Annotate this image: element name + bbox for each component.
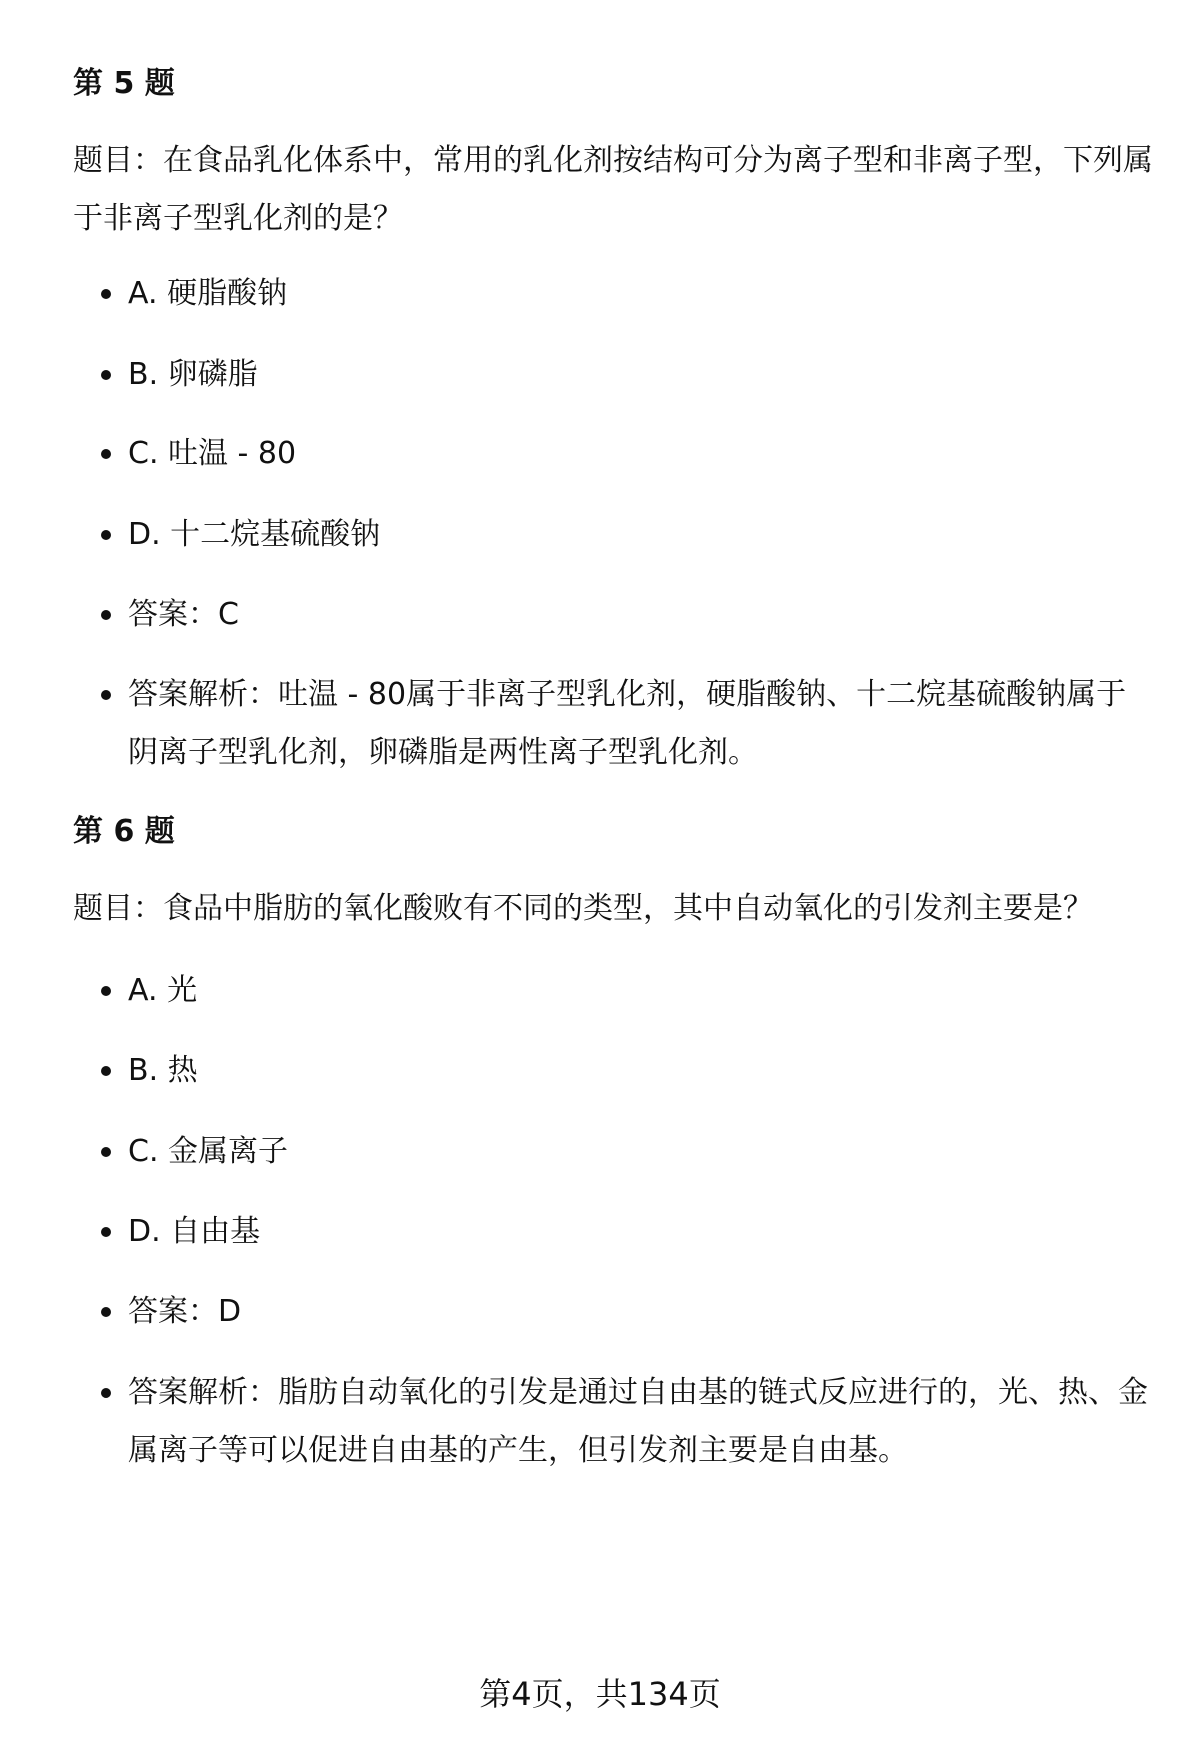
question-stem: 题目：在食品乳化体系中，常用的乳化剂按结构可分为离子型和非离子型，下列属于非离子型乳化剂的是？ [73, 143, 1153, 236]
list-item [73, 1123, 1153, 1181]
list-item [73, 666, 1153, 782]
answer-text: 答案：C [128, 597, 239, 632]
list-item [73, 265, 1153, 323]
bullet-icon [101, 1066, 111, 1076]
question-stem: 题目：食品中脂肪的氧化酸败有不同的类型，其中自动氧化的引发剂主要是？ [73, 891, 1093, 926]
option-text: C. 金属离子 [128, 1134, 289, 1169]
page-footer: 第4页，共134页 [479, 1675, 721, 1713]
explanation-text: 答案解析：吐温 - 80属于非离子型乳化剂，硬脂酸钠、十二烷基硫酸钠属于阴离子型乳化剂，卵磷脂是两性离子型乳化剂。 [128, 677, 1127, 770]
list-item [73, 1042, 1153, 1100]
list-item [73, 346, 1153, 404]
bullet-icon [101, 610, 111, 620]
list-item [73, 586, 1153, 644]
question-title: 第 5 题 [73, 66, 175, 101]
bullet-icon [101, 986, 111, 996]
bullet-icon [101, 449, 111, 459]
option-text: A. 光 [128, 973, 198, 1008]
bullet-icon [101, 370, 111, 380]
bullet-icon [101, 1147, 111, 1157]
question-title: 第 6 题 [73, 814, 175, 849]
list-item [73, 425, 1153, 483]
option-text: C. 吐温 - 80 [128, 436, 297, 471]
option-text: B. 卵磷脂 [128, 357, 258, 392]
bullet-icon [101, 530, 111, 540]
bullet-icon [101, 1307, 111, 1317]
bullet-icon [101, 690, 111, 700]
list-item [73, 506, 1153, 564]
option-text: D. 自由基 [128, 1214, 261, 1249]
explanation-text: 答案解析：脂肪自动氧化的引发是通过自由基的链式反应进行的，光、热、金属离子等可以促进自由基的产生，但引发剂主要是自由基。 [128, 1375, 1148, 1468]
bullet-icon [101, 289, 111, 299]
list-item [73, 1203, 1153, 1261]
list-item [73, 1283, 1153, 1341]
answer-text: 答案：D [128, 1294, 242, 1329]
bullet-icon [101, 1227, 111, 1237]
list-item [73, 1364, 1153, 1480]
option-text: B. 热 [128, 1053, 198, 1088]
option-text: A. 硬脂酸钠 [128, 276, 288, 311]
bullet-icon [101, 1388, 111, 1398]
option-text: D. 十二烷基硫酸钠 [128, 517, 381, 552]
list-item [73, 962, 1153, 1020]
